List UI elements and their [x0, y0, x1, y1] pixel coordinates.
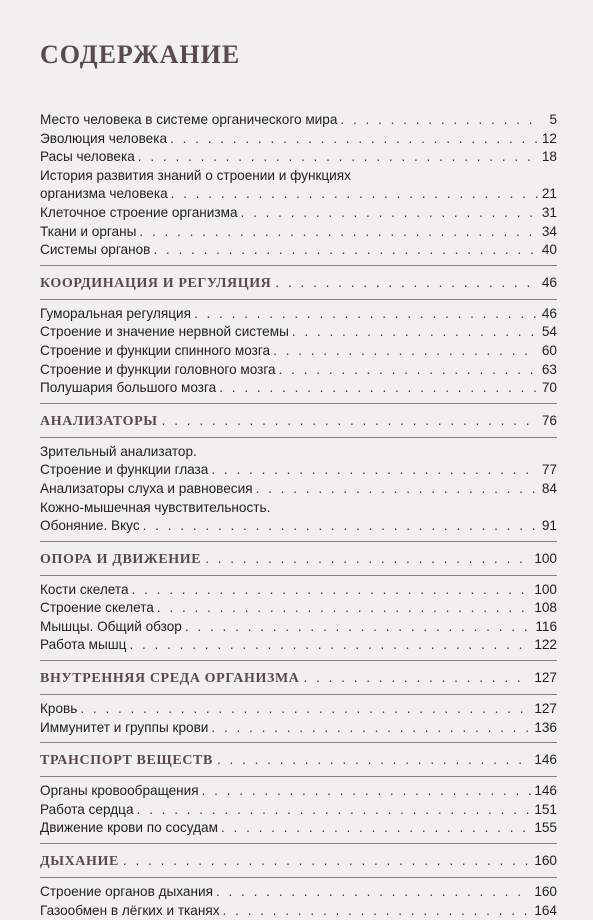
toc-page-number: 108 — [534, 600, 557, 616]
dot-leader — [162, 413, 538, 428]
toc-entry[interactable] — [40, 581, 557, 600]
toc-entry-text: Полушария большого мозга — [40, 380, 217, 396]
toc-entry[interactable] — [40, 342, 557, 361]
dot-leader — [273, 342, 538, 361]
page-title: СОДЕРЖАНИЕ — [40, 40, 241, 69]
toc-section-group — [40, 782, 557, 844]
toc-entry[interactable] — [40, 111, 557, 130]
toc-page-number: 76 — [541, 412, 557, 428]
dot-leader — [139, 223, 538, 242]
toc-page-number: 164 — [534, 902, 557, 918]
toc-entry[interactable] — [40, 323, 557, 342]
toc-page-number: 77 — [541, 462, 557, 478]
toc-section-heading[interactable] — [40, 853, 557, 878]
dot-leader — [221, 819, 531, 838]
toc-entry[interactable] — [40, 700, 557, 719]
toc-page-number: 46 — [541, 274, 557, 290]
dot-leader — [217, 752, 530, 767]
toc-page-number: 5 — [549, 112, 557, 127]
toc-page-number: 46 — [541, 305, 557, 321]
toc-entry-text: Работа мышц — [40, 637, 127, 653]
dot-leader — [211, 719, 531, 738]
dot-leader — [132, 581, 532, 600]
toc-entry-text: Строение органов дыхания — [40, 884, 213, 900]
dot-leader — [275, 275, 537, 290]
toc-intro-group — [40, 111, 557, 266]
dot-leader — [129, 636, 531, 655]
toc-page-number: 60 — [541, 342, 557, 358]
toc-section-title: АНАЛИЗАТОРЫ — [40, 413, 158, 429]
toc-page-number: 70 — [541, 380, 557, 396]
toc-section-title: ВНУТРЕННЯЯ СРЕДА ОРГАНИЗМА — [40, 671, 300, 687]
toc-entry[interactable] — [40, 130, 557, 149]
dot-leader — [241, 204, 538, 223]
toc-page-number: 18 — [541, 149, 557, 165]
toc-section-group — [40, 443, 557, 542]
toc-entry[interactable] — [40, 902, 557, 920]
toc-page-number: 40 — [541, 242, 557, 258]
toc-entry[interactable] — [40, 782, 557, 801]
dot-leader — [202, 782, 532, 801]
toc-entry-text: Кровь — [40, 701, 78, 717]
toc-page-number: 127 — [534, 701, 557, 717]
toc-entry-text: Обоняние. Вкус — [40, 518, 140, 534]
toc-entry[interactable] — [40, 599, 557, 618]
dot-leader — [123, 853, 530, 868]
toc-page-number: 127 — [534, 670, 557, 686]
toc-page-number: 54 — [541, 324, 557, 340]
toc-page-number: 146 — [534, 783, 557, 799]
dot-leader — [143, 517, 538, 536]
dot-leader — [138, 148, 538, 167]
toc-page-number: 34 — [541, 223, 557, 239]
toc-page-number: 151 — [534, 801, 557, 817]
toc-entry[interactable] — [40, 719, 557, 738]
toc-section-heading[interactable] — [40, 413, 557, 438]
toc-section-heading[interactable] — [40, 551, 557, 576]
toc-page-number: 136 — [534, 719, 557, 735]
toc-entry-text: Место человека в системе органического мира — [40, 112, 338, 127]
dot-leader — [153, 241, 538, 260]
toc-entry-text: Строение и функции глаза — [40, 462, 209, 478]
toc-entry-text: Анализаторы слуха и равновесия — [40, 480, 253, 496]
dot-leader — [256, 480, 538, 499]
toc-entry-text: Иммунитет и группы крови — [40, 719, 209, 735]
toc-entry-text: История развития знаний о строении и функциях — [40, 167, 351, 183]
toc-entry[interactable] — [40, 618, 557, 637]
toc-entry[interactable] — [40, 241, 557, 260]
toc-page-number: 116 — [535, 618, 557, 634]
toc-entry[interactable] — [40, 361, 557, 380]
toc-entry[interactable] — [40, 819, 557, 838]
toc-page-number: 84 — [541, 480, 557, 496]
toc-entry[interactable] — [40, 204, 557, 223]
dot-leader — [171, 185, 538, 204]
toc-entry-text: Расы человека — [40, 149, 135, 165]
toc-entry-text: Клеточное строение организма — [40, 204, 238, 220]
toc-section-heading[interactable] — [40, 752, 557, 777]
dot-leader — [205, 551, 530, 566]
toc-entry[interactable] — [40, 379, 557, 398]
dot-leader — [223, 902, 532, 920]
toc-page-number: 100 — [534, 581, 557, 597]
toc-entry[interactable] — [40, 801, 557, 820]
toc-page-number: 21 — [541, 186, 557, 202]
dot-leader — [137, 801, 532, 820]
toc-entry[interactable] — [40, 517, 557, 536]
toc-section-heading[interactable] — [40, 670, 557, 695]
toc-entry-text: Строение скелета — [40, 600, 154, 616]
toc-page-number: 155 — [534, 820, 557, 836]
toc-page-number: 160 — [534, 884, 557, 900]
toc-entry-text: Ткани и органы — [40, 223, 137, 239]
dot-leader — [157, 599, 531, 618]
toc-entry-text: Кожно-мышечная чувствительность. — [40, 499, 271, 515]
toc-entry-text: Движение крови по сосудам — [40, 820, 218, 836]
toc-section-title: ОПОРА И ДВИЖЕНИЕ — [40, 551, 202, 567]
dot-leader — [170, 130, 538, 149]
toc-entry[interactable] — [40, 148, 557, 167]
toc-entry-text: Строение и функции головного мозга — [40, 361, 276, 377]
toc-entry-text: Системы органов — [40, 242, 151, 258]
toc-page-number: 146 — [534, 752, 557, 768]
dot-leader — [80, 700, 531, 719]
toc-entry-text: Мышцы. Общий обзор — [40, 618, 182, 634]
toc-section-title: ТРАНСПОРТ ВЕЩЕСТВ — [40, 753, 213, 769]
toc-page-number: 31 — [541, 204, 557, 220]
toc-entry-text: Газообмен в лёгких и тканях — [40, 902, 220, 918]
toc-section-group — [40, 305, 557, 404]
toc-section-title: КООРДИНАЦИЯ И РЕГУЛЯЦИЯ — [40, 275, 272, 291]
toc-entry[interactable] — [40, 461, 557, 480]
toc-entry-text: Строение и функции спинного мозга — [40, 342, 271, 358]
toc-entry[interactable] — [40, 223, 557, 242]
toc-entry[interactable] — [40, 636, 557, 655]
dot-leader — [216, 883, 531, 902]
toc-entry-text: Кости скелета — [40, 581, 129, 597]
dot-leader — [211, 461, 538, 480]
toc-entry-text: Органы кровообращения — [40, 783, 199, 799]
dot-leader — [194, 305, 538, 324]
dot-leader — [219, 379, 538, 398]
toc-page-number: 160 — [534, 853, 557, 869]
table-of-contents — [40, 111, 557, 920]
toc-page-number: 122 — [534, 637, 557, 653]
toc-section-group — [40, 581, 557, 661]
toc-page-number: 63 — [541, 361, 557, 377]
dot-leader — [340, 111, 538, 130]
dot-leader — [185, 618, 532, 637]
dot-leader — [304, 670, 531, 685]
toc-section-group — [40, 883, 557, 920]
toc-entry-text: Гуморальная регуляция — [40, 305, 191, 321]
toc-entry-text: Зрительный анализатор. — [40, 443, 197, 459]
toc-section-group — [40, 700, 557, 743]
toc-entry[interactable] — [40, 305, 557, 324]
toc-section-title: ДЫХАНИЕ — [40, 854, 119, 870]
toc-entry[interactable] — [40, 883, 557, 902]
dot-leader — [292, 323, 538, 342]
toc-page-number: 100 — [534, 550, 557, 566]
toc-entry[interactable] — [40, 185, 557, 204]
toc-page-number: 12 — [541, 130, 557, 146]
toc-entry-text: Эволюция человека — [40, 130, 168, 146]
toc-entry[interactable] — [40, 480, 557, 499]
toc-entry-text: организма человека — [40, 186, 168, 202]
toc-entry-text: Работа сердца — [40, 801, 134, 817]
toc-section-heading[interactable] — [40, 275, 557, 300]
dot-leader — [279, 361, 538, 380]
toc-entry-text: Строение и значение нервной системы — [40, 324, 289, 340]
toc-page-number: 91 — [541, 518, 557, 534]
